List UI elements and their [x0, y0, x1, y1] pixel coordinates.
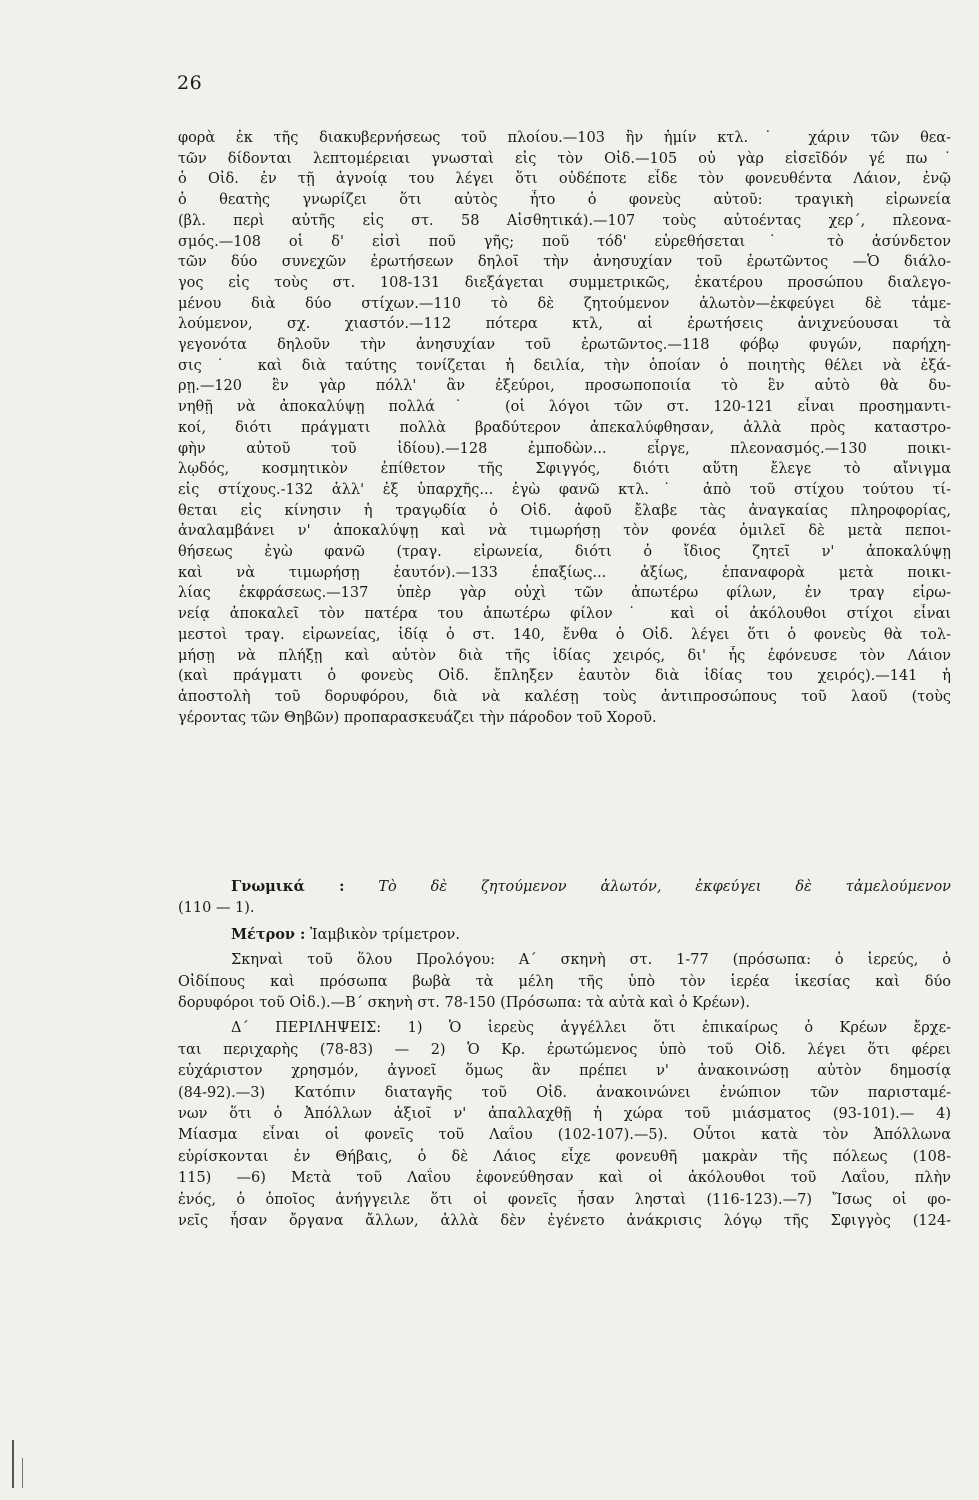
- page-number: 26: [177, 72, 203, 94]
- commentary-line: κοί, διότι πράγματι πολλὰ βραδύτερον ἀπεκαλύφθησαν, ἀλλὰ πρὸς καταστρο-: [178, 419, 951, 436]
- commentary-line: (βλ. περὶ αὐτῆς εἰς στ. 58 Αἰσθητικά).—107 τοὺς αὐτοέντας χερ΄, πλεονα-: [178, 212, 951, 229]
- commentary-line: ρῃ.—120 ἓν γὰρ πόλλ' ἂν ἐξεύροι, προσωποποιία τὸ ἓν αὐτὸ θὰ δυ-: [178, 378, 951, 395]
- commentary-line: νηθῇ νὰ ἀποκαλύψῃ πολλά˙ (οἱ λόγοι τῶν στ. 120-121 εἶναι προσημαντι-: [178, 399, 951, 416]
- commentary-line: εἰς στίχους.-132 ἀλλ' ἐξ ὑπαρχῆς... ἐγὼ φανῶ κτλ.˙ ἀπὸ τοῦ στίχου τούτου τί-: [178, 481, 951, 498]
- commentary-line: μεστοὶ τραγ. εἰρωνείας, ἰδίᾳ ὁ στ. 140, ἔνθα ὁ Οἰδ. λέγει ὅτι ὁ φονεὺς θὰ τολ-: [178, 626, 951, 643]
- periliptis-line: εὐχάριστον χρησμόν, ἀγνοεῖ ὅμως ἂν πρέπει ν' ἀνακοινώσῃ αὐτὸν δημοσίᾳ: [178, 1063, 951, 1080]
- commentary-line: νείᾳ ἀποκαλεῖ τὸν πατέρα του ἀπωτέρω φίλον˙ καὶ οἱ ἀκόλουθοι στίχοι εἶναι: [178, 606, 951, 623]
- metron-text: Ἰαμβικὸν τρίμετρον.: [310, 926, 460, 943]
- commentary-line: καὶ νὰ τιμωρήσῃ ἑαυτόν).—133 ἐπαξίως... ἀξίως, ἐπαναφορὰ μετὰ ποικι-: [178, 564, 951, 581]
- commentary-line: θεται εἰς κίνησιν ἡ τραγῳδία ὁ Οἰδ. ἀφοῦ ἔλαβε τὰς ἀναγκαίας πληροφορίας,: [178, 502, 951, 519]
- commentary-line: ἀποστολὴ τοῦ δορυφόρου, διὰ νὰ καλέσῃ τοὺς ἀντιπροσώπους τοῦ λαοῦ (τοὺς: [178, 688, 951, 705]
- metron-line: [178, 924, 951, 946]
- commentary-line: τῶν δύο συνεχῶν ἐρωτήσεων δηλοῖ τὴν ἀνησυχίαν τοῦ ἐρωτῶντος —Ὁ διάλο-: [178, 254, 951, 271]
- periliptis-line: νεῖς ἦσαν ὄργανα ἄλλων, ἀλλὰ δὲν ἐγένετο ἀνάκρισις λόγῳ τῆς Σφιγγὸς (124-: [178, 1213, 951, 1230]
- periliptis-line: 115) —6) Μετὰ τοῦ Λαΐου ἐφονεύθησαν καὶ οἱ ἀκόλουθοι τοῦ Λαΐου, πλὴν: [178, 1170, 951, 1187]
- commentary-line: λίας ἐκφράσεως.—137 ὑπὲρ γὰρ οὐχὶ τῶν ἀπωτέρω φίλων, ἐν τραγ εἰρω-: [178, 585, 951, 602]
- commentary-line: ἀναλαμβάνει ν' ἀποκαλύψῃ καὶ νὰ τιμωρήσῃ τὸν φονέα ὁμιλεῖ δὲ μετὰ πεποι-: [178, 523, 951, 540]
- gnomika-ref: (110 — 1).: [178, 900, 255, 917]
- commentary-line: θήσεως ἐγὼ φανῶ (τραγ. εἰρωνεία, διότι ὁ ἴδιος ζητεῖ ν' ἀποκαλύψῃ: [178, 544, 951, 561]
- periliptis-line: ἑνός, ὁ ὁποῖος ἀνήγγειλε ὅτι οἱ φονεῖς ἦσαν λησταὶ (116-123).—7) Ἴσως οἱ φο-: [178, 1191, 951, 1208]
- commentary-line: ὁ θεατὴς γνωρίζει ὅτι αὐτὸς ἦτο ὁ φονεὺς αὐτοῦ: τραγικὴ εἰρωνεία: [178, 192, 951, 209]
- commentary-line: μένου διὰ δύο στίχων.—110 τὸ δὲ ζητούμενον ἁλωτὸν—ἐκφεύγει δὲ τἀμε-: [178, 295, 951, 312]
- periliptis-line: ται περιχαρὴς (78-83) — 2) Ὁ Κρ. ἐρωτώμενος ὑπὸ τοῦ Οἰδ. λέγει ὅτι φέρει: [178, 1041, 951, 1058]
- gnomika-line: [178, 876, 951, 898]
- commentary-line: φὴν αὐτοῦ τοῦ ἰδίου).—128 ἐμποδὼν... εἶργε, πλεονασμός.—130 ποικι-: [178, 440, 951, 457]
- skenai-line: Σκηναὶ τοῦ ὅλου Προλόγου: Α΄ σκηνὴ στ. 1-77 (πρόσωπα: ὁ ἱερεύς, ὁ: [231, 952, 951, 969]
- commentary-line: φορὰ ἐκ τῆς διακυβερνήσεως τοῦ πλοίου.—103 ἣν ἡμίν κτλ.˙ χάριν τῶν θεα-: [178, 130, 951, 146]
- periliptis-line: νων ὅτι ὁ Ἀπόλλων ἀξιοῖ ν' ἀπαλλαχθῇ ἡ χώρα τοῦ μιάσματος (93-101).— 4): [178, 1106, 951, 1123]
- commentary-line: γεγονότα δηλοῦν τὴν ἀνησυχίαν τοῦ ἐρωτῶντος.—118 φόβῳ φυγών, παρήχη-: [178, 337, 951, 354]
- margin-scan-mark: [12, 1440, 14, 1488]
- commentary-line: σις˙ καὶ διὰ ταύτης τονίζεται ἡ δειλία, τὴν ὁποίαν ὁ ποιητὴς θέλει νὰ ἐξά-: [178, 357, 951, 374]
- commentary-line: τῶν δίδονται λεπτομέρειαι γνωσταὶ εἰς τὸν Οἰδ.—105 οὐ γὰρ εἰσεῖδόν γέ πω˙: [178, 150, 951, 167]
- periliptis-line: (84-92).—3) Κατόπιν διαταγῆς τοῦ Οἰδ. ἀνακοινώνει ἐνώπιον τῶν παρισταμέ-: [178, 1084, 951, 1101]
- gnomika-label: Γνωμικά :: [231, 878, 345, 895]
- commentary-line: λῳδός, κοσμητικὸν ἐπίθετον τῆς Σφιγγός, διότι αὕτη ἔλεγε τὸ αἴνιγμα: [178, 461, 951, 478]
- metron-label: Μέτρον :: [231, 925, 306, 943]
- skenai-line: Οἰδίπους καὶ πρόσωπα βωβὰ τὰ μέλη τῆς ὑπὸ τὸν ἱερέα ἱκεσίας καὶ δύο: [178, 973, 951, 990]
- commentary-line: μήσῃ νὰ πλήξῃ καὶ αὐτὸν διὰ τῆς ἰδίας χειρός, δι' ἧς ἐφόνευσε τὸν Λάιον: [178, 647, 951, 664]
- periliptis-line: Δ΄ ΠΕΡΙΛΗΨΕΙΣ: 1) Ὁ ἱερεὺς ἀγγέλλει ὅτι ἐπικαίρως ὁ Κρέων ἔρχε-: [231, 1020, 951, 1037]
- commentary-block: [178, 128, 951, 728]
- periliptis-line: εὑρίσκονται ἐν Θήβαις, ὁ δὲ Λάιος εἶχε φονευθῆ μακρὰν τῆς πόλεως (108-: [178, 1148, 951, 1165]
- commentary-line: γος εἰς τοὺς στ. 108-131 διεξάγεται συμμετρικῶς, ἑκατέρου προσώπου διαλεγο-: [178, 274, 951, 291]
- sections-block: [178, 876, 951, 1233]
- skenai-line: δορυφόροι τοῦ Οἰδ.).—Β΄ σκηνὴ στ. 78-150 (Πρόσωπα: τὰ αὐτὰ καὶ ὁ Κρέων).: [178, 995, 750, 1012]
- commentary-line: (καὶ πράγματι ὁ φονεὺς Οἰδ. ἔπληξεν ἑαυτὸν διὰ ἰδίας του χειρός).—141 ἡ: [178, 668, 951, 685]
- gnomika-text: Τὸ δὲ ζητούμενον ἁλωτόν, ἐκφεύγει δὲ τἀμελούμενον: [378, 879, 951, 895]
- commentary-line: ὁ Οἰδ. ἐν τῇ ἀγνοίᾳ του λέγει ὅτι οὐδέποτε εἶδε τὸν φονευθέντα Λάιον, ἐνῷ: [178, 171, 951, 188]
- margin-scan-mark: [22, 1458, 23, 1488]
- commentary-line: λούμενον, σχ. χιαστόν.—112 πότερα κτλ, αἱ ἐρωτήσεις ἀνιχνεύουσαι τὰ: [178, 316, 951, 333]
- commentary-line: σμός.—108 οἱ δ' εἰσὶ ποῦ γῆς; ποῦ τόδ' εὑρεθήσεται˙ τὸ ἀσύνδετον: [178, 233, 951, 250]
- commentary-line: γέροντας τῶν Θηβῶν) προπαρασκευάζει τὴν πάροδον τοῦ Χοροῦ.: [178, 709, 657, 726]
- periliptis-line: Μίασμα εἶναι οἱ φονεῖς τοῦ Λαΐου (102-107).—5). Οὗτοι κατὰ τὸν Ἀπόλλωνα: [178, 1127, 951, 1144]
